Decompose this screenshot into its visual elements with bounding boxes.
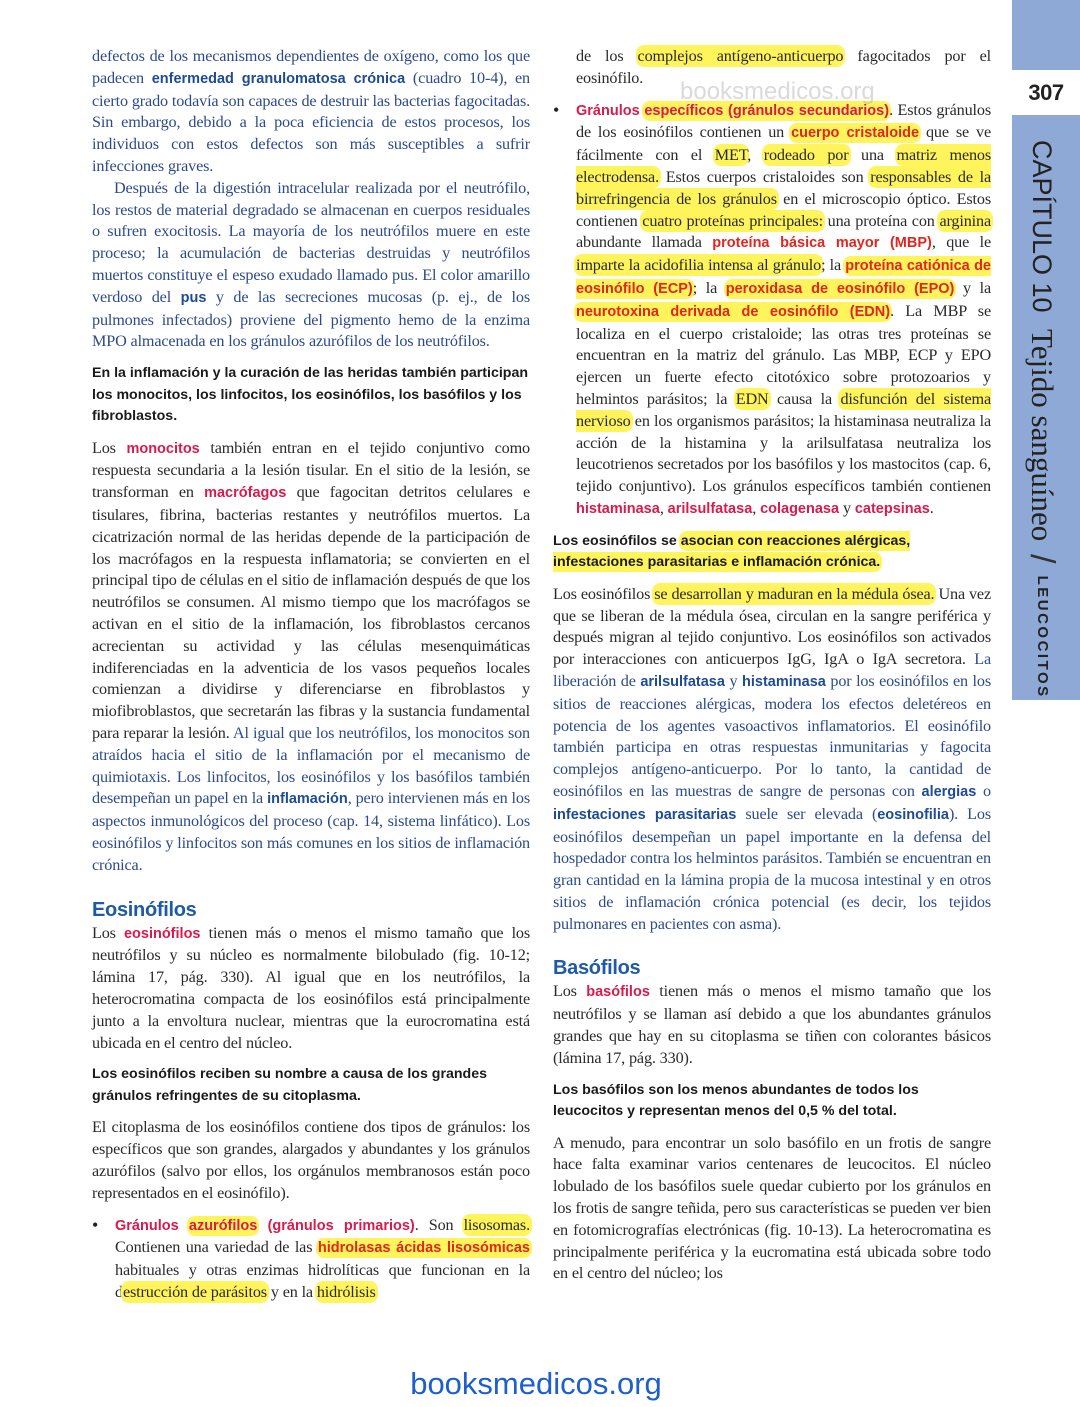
paragraph: [553, 981, 991, 1069]
key-term-red: monocitos: [126, 440, 200, 457]
text-run: Los basófilos son los menos abundantes de todos los leucocitos y representan menos del 0,5 % del total.: [553, 1081, 919, 1120]
paragraph: [553, 1133, 991, 1286]
text-run: . La MBP se localiza en el cuerpo cristaloide; las otras tres proteínas se encuentran en la matriz del gránulo. Las MBP, ECP y EPO ejercen un fuerte efecto citotóxico sobre protozoarios y helmintos parásitos; la: [576, 301, 991, 408]
text-run: Los eosinófilos: [553, 584, 655, 603]
text-run: en el microscopio óptico. Estos contienen: [576, 189, 991, 230]
text-run-blue: y: [724, 671, 743, 690]
highlighted-text: cuatro proteínas principales:: [642, 211, 823, 230]
text-run: en los organismos parásitos; la histaminasa neutraliza la acción de la histamina y la arilsulfatasa neutraliza los leucotrienos secretados por los basófilos y los mastocitos (cap. 6, tejido conjuntivo). Los gránulos específicos también contienen: [576, 411, 991, 496]
highlighted-key-term: peroxidasa de eosinófilo (EPO): [725, 280, 955, 297]
text-run: Contienen una variedad de las: [115, 1238, 318, 1257]
highlighted-text: MET: [714, 146, 748, 165]
text-run-blue: o: [976, 781, 992, 800]
highlighted-text: responsables de la birrefringencia de los gránulos: [576, 167, 991, 208]
highlighted-key-term: específicos (gránulos secundarios): [644, 102, 890, 119]
text-run: ; la: [821, 256, 846, 275]
highlighted-text: arginina: [939, 211, 991, 230]
lead-statement: [92, 1064, 530, 1107]
text-run: Los eosinófilos se: [553, 532, 681, 549]
text-run: (cuadro 10-4), en cierto grado todavía son capaces de destruir las bacterias fagocitadas. Sin embargo, debido a la poca eficiencia de estos procesos, los individuos con estos defectos son más susceptibles a sufrir infecciones graves.: [92, 68, 530, 175]
key-term-red: basófilos: [586, 984, 650, 1001]
text-run: fagocitados por el eosinófilo.: [576, 47, 992, 87]
key-term-red: macrófagos: [204, 485, 287, 502]
bullet-item: [553, 100, 991, 521]
highlighted-key-term: neurotoxina derivada de eosinófilo (EDN): [576, 303, 891, 320]
text-run: de los: [576, 47, 638, 65]
text-run: defectos de los mecanismos dependientes de oxígeno, como los que padecen: [92, 47, 530, 87]
text-run: . Son: [414, 1215, 464, 1234]
text-run: también entran en el tejido conjuntivo como respuesta secundaria a la lesión tisular. En el sitio de la lesión, se transforman en: [92, 438, 530, 502]
key-term-red: eosinófilos: [123, 925, 201, 942]
paragraph: [92, 178, 530, 353]
key-term-red: Gránulos: [115, 1217, 189, 1234]
section-heading: [553, 955, 991, 981]
right-column: [553, 46, 991, 1285]
text-run: tienen más o menos el mismo tamaño que los neutrófilos y su núcleo es normalmente bilobulado (fig. 10-12; lámina 17, pág. 330). Al igual que en los neutrófilos, la heterocromatina compacta de los eosinófilos está principalmente junto a la envoltura nuclear, mientras que la eurocromatina está ubicada en el centro del núcleo.: [92, 923, 531, 1052]
text-run: una: [848, 146, 897, 165]
key-term-blue: infestaciones parasitarias: [553, 806, 737, 823]
highlighted-text: asocian con reacciones alérgicas, infestaciones parasitarias e inflamación crónica.: [553, 532, 911, 571]
text-run-blue: ). Los eosinófilos desempeñan un papel importante en la defensa del hospedador contra los helmintos parásitos. También se encuentran en gran cantidad en la lámina propia de la mucosa intestinal y en otros sitios de inflamación crónica potencial (es decir, los tejidos pulmonares en pacientes con asma).: [553, 804, 991, 933]
header-separator: /: [1023, 553, 1061, 564]
key-term-red: Gránulos: [576, 102, 645, 119]
key-term-red: histaminasa: [576, 500, 660, 517]
highlighted-key-term: cuerpo cristaloide: [791, 125, 920, 142]
highlighted-text: lisosomas.: [463, 1215, 530, 1234]
paragraph: [92, 46, 530, 178]
highlighted-text: imparte la acidofilia intensa al gránulo: [576, 256, 822, 275]
page-number: 307: [1012, 70, 1080, 115]
text-run: que se ve fácilmente con el: [576, 123, 991, 165]
text-run: . Estos gránulos de los eosinófilos contienen un: [576, 100, 991, 142]
footer-watermark[interactable]: [0, 1366, 1080, 1402]
key-term-blue: alergias: [921, 783, 977, 800]
key-term-red: colagenasa: [760, 500, 840, 517]
key-term-blue: inflamación: [267, 791, 348, 808]
left-column: [92, 46, 530, 1304]
text-run: En la inflamación y la curación de las heridas también participan los monocitos, los linfocitos, los eosinófilos, los basófilos y los fibroblastos.: [92, 365, 529, 425]
text-run: El citoplasma de los eosinófilos contiene dos tipos de gránulos: los específicos que son grandes, alargados y abundantes y los gránulos azurófilos (salvo por ellos, los orgánulos membranosos están poco representados en el eosinófilo).: [92, 1118, 530, 1202]
lead-statement: [553, 531, 991, 574]
highlighted-key-term: azurófilos: [188, 1217, 258, 1234]
text-run: ,: [752, 498, 761, 517]
paragraph: [92, 923, 530, 1055]
text-run: que fagocitan detritos celulares e tisulares, fibrina, bacterias restantes y neutrófilos muertos. La cicatrización normal de las heridas depende de la participación de los macrófagos en la respuesta inflamatoria; se convierten en el principal tipo de células en el sitio de inflamación después de que los neutrófilos se consumen. Al mismo tiempo que los macrófagos se activan en el sitio de la inflamación, los fibroblastos cercanos acrecientan su actividad y las células mesenquimáticas indiferenciadas en la adventicia de los vasos pequeños locales comienzan a dividirse y diferenciarse en fibroblastos y miofibroblastos, que secretarán las fibras y la sustancia fundamental para reparar la lesión.: [92, 483, 530, 743]
highlighted-text: se desarrollan y maduran en la médula ósea.: [654, 584, 935, 603]
section-label: LEUCOCITOS: [1034, 575, 1051, 699]
highlighted-text: disfunción del sistema nervioso: [576, 389, 991, 430]
text-run: Los eosinófilos reciben su nombre a causa de los grandes gránulos refringentes de su citoplasma.: [92, 1066, 487, 1104]
text-run: , que le: [931, 233, 992, 252]
chapter-title: Tejido sanguíneo: [1025, 329, 1060, 542]
text-run: Los: [92, 923, 124, 942]
text-run: Eosinófilos: [92, 898, 197, 921]
paragraph: [553, 584, 991, 936]
key-term-red: proteína básica mayor (MBP): [712, 235, 932, 252]
running-header: [1022, 140, 1061, 699]
text-run-blue: La liberación de: [553, 650, 991, 690]
key-term-blue: histaminasa: [742, 673, 826, 690]
footer-link[interactable]: booksmedicos.org: [410, 1366, 662, 1401]
section-heading: [92, 897, 530, 923]
text-run: .: [929, 498, 934, 517]
highlighted-text: hidrólisis: [316, 1282, 376, 1301]
paragraph: [92, 438, 530, 877]
text-run: A menudo, para encontrar un solo basófilo en un frotis de sangre hace falta examinar varios centenares de leucocitos. El núcleo lobulado de los basófilos suele quedar cubierto por los gránulos en los frotis de sangre teñida, pero sus características se pueden ver bien en fotomicrografías electrónicas (fig. 10-13). La heterocromatina es principalmente periférica y la eucromatina está ubicada sobre todo en el centro del núcleo; los: [553, 1133, 991, 1283]
key-term-blue: eosinofilia: [877, 806, 949, 823]
lead-statement: [92, 363, 530, 428]
text-run-blue: Al igual que los neutrófilos, los monocitos son atraídos hacia el sitio de la inflamación por el mecanismo de quimiotaxis. Los linfocitos, los eosinófilos y los basófilos también desempeñan un papel en la: [92, 724, 530, 808]
text-run-blue: por los eosinófilos en los sitios de reacciones alérgicas, modera los efectos deletéreos en potencia de los agentes vasoactivos inflamatorios. El eosinófilo también participa en otras respuestas inmunitarias y fagocita complejos antígeno-anticuerpo. Por lo tanto, la cantidad de eosinófilos en las muestras de sangre de personas con: [553, 671, 991, 800]
key-term-red: arilsulfatasa: [667, 500, 753, 517]
text-run: Los: [92, 438, 127, 457]
highlighted-key-term: proteína catiónica de eosinófilo (ECP): [576, 258, 991, 297]
text-run: abundante llamada: [576, 233, 713, 252]
key-term-blue: arilsulfatasa: [640, 673, 725, 690]
text-run: una proteína con: [822, 211, 940, 230]
text-run: habituales y otras enzimas hidrolíticas que funcionan en la d: [115, 1261, 530, 1301]
text-run: Después de la digestión intracelular realizada por el neutrófilo, los restos de material degradado se almacenan en cuerpos residuales o sufren exocitosis. La mayoría de los neutrófilos muere en este proceso; la acumulación de bacterias destruidas y neutrófilos muertos constituye el espeso exudado llamado pus. El color amarillo verdoso del: [92, 178, 530, 306]
key-term-blue: pus: [180, 289, 207, 306]
text-run: y: [839, 498, 855, 517]
text-run: y de las secreciones mucosas (p. ej., de los pulmones infectados) proviene del pigmento hemo de la enzima MPO almacenada en los gránulos azurófilos de los neutrófilos.: [92, 287, 530, 351]
chapter-label: CAPÍTULO 10: [1027, 140, 1057, 313]
text-run-blue: suele ser elevada (: [736, 804, 878, 823]
text-run: Basófilos: [553, 957, 641, 980]
highlighted-key-term: hidrolasas ácidas lisosómicas: [317, 1240, 530, 1257]
lead-statement: [553, 1080, 991, 1123]
highlighted-text: matriz menos electrodensa.: [576, 146, 992, 186]
text-run: y en la: [266, 1282, 317, 1301]
text-run-blue: , pero intervienen más en los aspectos inmunológicos del proceso (cap. 14, sistema linfático). Los eosinófilos y linfocitos son más comunes en los sitios de inflamación crónica.: [92, 789, 530, 874]
paragraph: [92, 1117, 530, 1204]
highlighted-text: EDN: [735, 389, 769, 408]
key-term-blue: enfermedad granulomatosa crónica: [151, 70, 406, 87]
text-run: Una vez que se liberan de la médula ósea, circulan en la sangre periférica y después migran al tejido conjuntivo. Los eosinófilos son activados por interacciones con anticuerpos IgG, IgA o IgA secretora.: [553, 584, 992, 669]
highlighted-text: estrucción de parásitos: [122, 1282, 267, 1301]
text-run: tienen más o menos el mismo tamaño que los neutrófilos y se llaman así debido a que los abundantes gránulos grandes que hay en su citoplasma se tiñen con colorantes básicos (lámina 17, pág. 330).: [553, 982, 991, 1067]
key-term-red: (gránulos primarios): [257, 1217, 415, 1234]
watermark: booksmedicos.org: [680, 78, 875, 105]
text-run: causa la: [768, 389, 841, 408]
text-run: y la: [954, 278, 991, 297]
bullet-item: [92, 1215, 530, 1304]
text-run: Los: [553, 982, 587, 1001]
text-run: ; la: [692, 278, 726, 297]
text-run: ,: [659, 498, 668, 517]
key-term-red: catepsinas: [854, 500, 930, 517]
text-run: ,: [747, 146, 764, 165]
highlighted-text: rodeado por: [763, 146, 849, 165]
text-run: Estos cuerpos cristaloides son: [659, 167, 871, 186]
highlighted-text: complejos antígeno-anticuerpo: [637, 47, 844, 65]
